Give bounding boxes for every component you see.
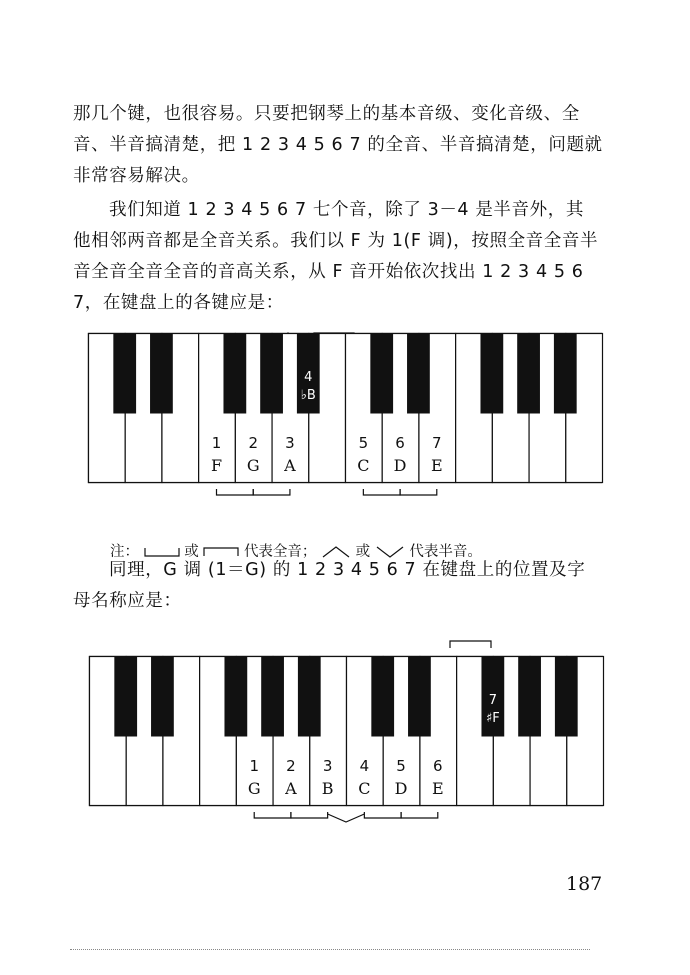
white-key-degree: 3 <box>285 434 295 452</box>
black-key <box>407 334 430 414</box>
white-key-letter: G <box>247 779 261 798</box>
black-key <box>224 657 247 737</box>
black-key <box>260 334 283 414</box>
white-key-letter: G <box>246 456 260 475</box>
white-key-degree: 6 <box>395 434 405 452</box>
whole-tone-bracket <box>253 489 290 495</box>
white-key-letter: F <box>210 456 223 475</box>
black-key-letter: ♭B <box>300 388 316 403</box>
white-key-degree: 2 <box>248 434 258 452</box>
white-key-degree: 1 <box>211 434 222 452</box>
black-key <box>555 657 578 737</box>
text-line: 母名称应是： <box>73 591 182 611</box>
text-line: 7，在键盘上的各键应是： <box>73 293 284 313</box>
half-tone-mark <box>328 814 365 822</box>
text-line: 他相邻两音都是全音关系。我们以 F 为 1(F 调)，按照全音全音半 <box>73 231 599 251</box>
half-tone-label: 代表半音。 <box>409 544 482 560</box>
black-key <box>151 657 174 737</box>
whole-tone-bracket <box>217 489 254 495</box>
black-key-letter: ♯F <box>485 711 500 726</box>
whole-tone-bracket <box>400 489 437 495</box>
keyboard-keys <box>90 657 604 806</box>
black-key <box>371 657 394 737</box>
page-number: 187 <box>566 873 603 895</box>
white-key-letter: C <box>358 779 371 798</box>
black-key <box>113 334 136 414</box>
black-key <box>518 657 541 737</box>
black-key-degree: 4 <box>304 370 313 385</box>
black-key <box>223 334 246 414</box>
white-key-letter: D <box>393 456 407 475</box>
white-key-letter: C <box>357 456 370 475</box>
black-key-degree: 7 <box>488 693 497 708</box>
footer-rule <box>70 949 590 950</box>
whole-tone-bracket <box>291 812 328 818</box>
white-key-letter: A <box>285 779 297 798</box>
note-or: 或 <box>355 544 371 560</box>
keyboard-g-major <box>89 656 603 806</box>
white-key-letter: B <box>321 779 334 798</box>
white-key-letter: E <box>431 779 444 798</box>
white-key-degree: 1 <box>249 757 259 775</box>
black-key <box>150 334 173 414</box>
black-key <box>517 334 540 414</box>
black-key <box>261 657 284 737</box>
keyboard-keys <box>89 334 603 483</box>
white-key-degree: 5 <box>396 757 406 775</box>
keyboard-f-major <box>88 333 602 483</box>
white-key-degree: 3 <box>322 757 333 775</box>
white-key-degree: 4 <box>359 757 370 775</box>
black-key <box>480 334 503 414</box>
black-key <box>298 657 321 737</box>
whole-tone-bracket <box>450 641 491 648</box>
whole-tone-label: 代表全音； <box>243 544 317 560</box>
black-key <box>114 657 137 737</box>
white-key-degree: 7 <box>432 434 442 452</box>
white-key-letter: D <box>394 779 408 798</box>
black-key <box>554 334 577 414</box>
white-key-letter: A <box>284 456 296 475</box>
black-key <box>408 657 431 737</box>
note-prefix: 注： <box>110 544 139 560</box>
text-line: 我们知道 1 2 3 4 5 6 7 七个音，除了 3－4 是半音外，其 <box>109 200 584 220</box>
text-line: 音、半音搞清楚，把 1 2 3 4 5 6 7 的全音、半音搞清楚，问题就 <box>73 135 603 155</box>
text-line: 那几个键，也很容易。只要把钢琴上的基本音级、变化音级、全 <box>73 104 580 124</box>
paragraph-f-key <box>73 195 613 319</box>
whole-tone-bracket <box>254 812 291 818</box>
text-line: 同理，G 调 (1＝G) 的 1 2 3 4 5 6 7 在键盘上的位置及字 <box>109 560 586 580</box>
note-or: 或 <box>184 544 199 560</box>
paragraph-intro <box>73 99 613 192</box>
white-key-degree: 6 <box>433 757 443 775</box>
whole-tone-bracket <box>364 812 401 818</box>
white-key-letter: E <box>430 456 443 475</box>
whole-tone-bracket <box>401 812 438 818</box>
white-key-degree: 2 <box>286 757 296 775</box>
text-line: 音全音全音全音的音高关系，从 F 音开始依次找出 1 2 3 4 5 6 <box>73 262 584 282</box>
whole-tone-bracket <box>363 489 400 495</box>
paragraph-g-key <box>73 555 613 617</box>
white-key-degree: 5 <box>358 434 369 452</box>
text-line: 非常容易解决。 <box>73 166 200 186</box>
black-key <box>370 334 393 414</box>
